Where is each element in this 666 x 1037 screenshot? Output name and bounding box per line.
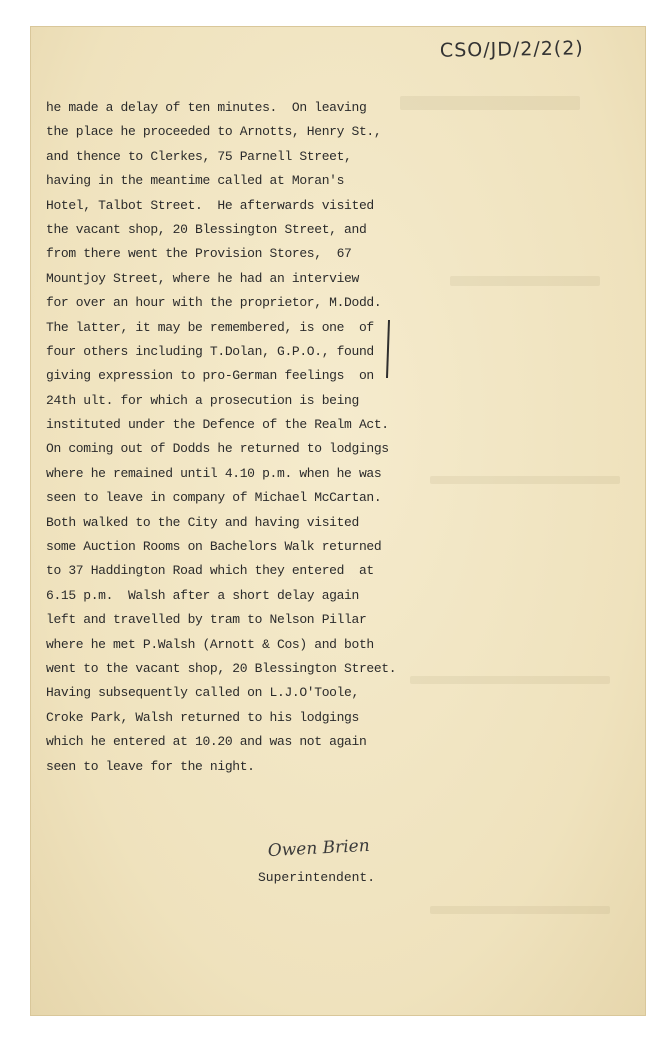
bleed-through-mark	[430, 906, 610, 914]
archive-reference: CSO/JD/2/2(2)	[439, 37, 584, 62]
body-line: from there went the Provision Stores, 67	[46, 246, 352, 262]
body-line: 24th ult. for which a prosecution is being	[46, 392, 359, 408]
signature: Owen Brien	[267, 835, 371, 862]
body-line: On coming out of Dodds he returned to lodgings	[46, 441, 389, 457]
body-line: where he met P.Walsh (Arnott & Cos) and both	[46, 636, 374, 652]
bleed-through-mark	[430, 476, 620, 484]
bleed-through-mark	[400, 96, 580, 110]
body-line: the place he proceeded to Arnotts, Henry St.,	[46, 124, 382, 140]
body-line: went to the vacant shop, 20 Blessington Street.	[46, 660, 397, 676]
body-line: giving expression to pro-German feelings on	[46, 368, 374, 384]
body-line: and thence to Clerkes, 75 Parnell Street,	[46, 148, 352, 164]
body-line: Both walked to the City and having visited	[46, 514, 359, 530]
body-line: some Auction Rooms on Bachelors Walk returned	[46, 539, 382, 555]
body-line: Croke Park, Walsh returned to his lodgings	[46, 709, 359, 725]
body-line: Mountjoy Street, where he had an interview	[46, 270, 359, 286]
body-line: to 37 Haddington Road which they entered at	[46, 563, 374, 579]
body-line: which he entered at 10.20 and was not again	[46, 734, 367, 750]
body-line: Having subsequently called on L.J.O'Toole,	[46, 685, 359, 701]
signature-title: Superintendent.	[258, 870, 376, 885]
body-line: left and travelled by tram to Nelson Pillar	[46, 612, 367, 628]
body-line: having in the meantime called at Moran's	[46, 173, 345, 189]
body-line: Hotel, Talbot Street. He afterwards visited	[46, 197, 374, 213]
body-line: The latter, it may be remembered, is one of	[46, 319, 374, 335]
body-line: four others including T.Dolan, G.P.O., found	[46, 343, 374, 359]
body-line: 6.15 p.m. Walsh after a short delay again	[46, 587, 359, 603]
body-line: for over an hour with the proprietor, M.Dodd.	[46, 295, 382, 311]
body-line: seen to leave in company of Michael McCartan.	[46, 490, 382, 506]
body-line: where he remained until 4.10 p.m. when he was	[46, 465, 382, 481]
body-line: the vacant shop, 20 Blessington Street, and	[46, 221, 367, 237]
bleed-through-mark	[410, 676, 610, 684]
body-line: he made a delay of ten minutes. On leaving	[46, 100, 367, 115]
body-line: instituted under the Defence of the Realm Act.	[46, 417, 389, 433]
body-line: seen to leave for the night.	[46, 758, 255, 774]
bleed-through-mark	[450, 276, 600, 286]
letter-body	[46, 96, 416, 779]
